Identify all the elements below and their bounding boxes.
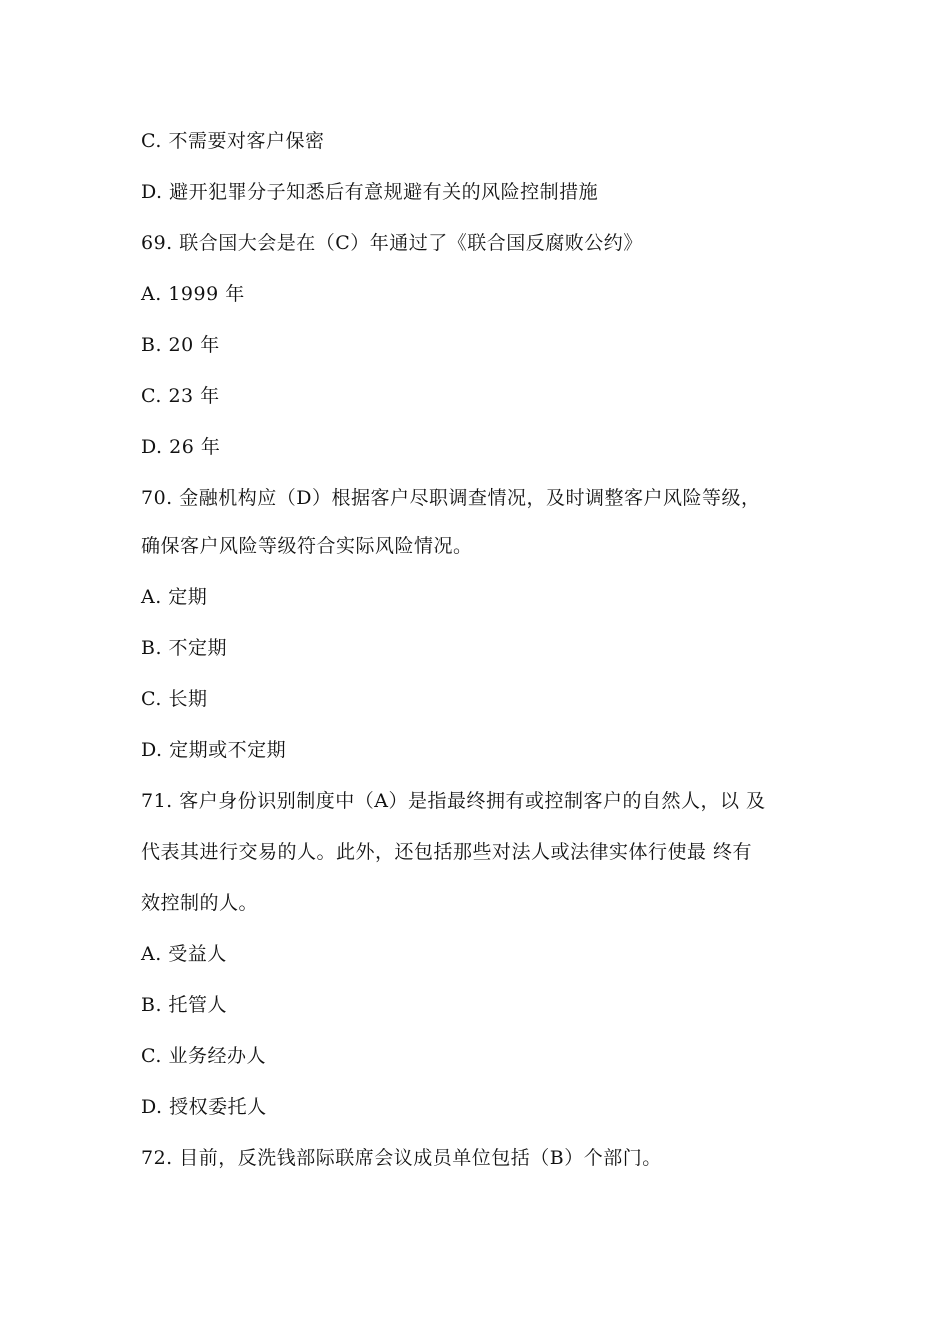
question-72: 72. 目前，反洗钱部际联席会议成员单位包括（B）个部门。 [141,1147,662,1169]
option-c-69: C. 23 年 [141,385,220,407]
question-71-line-3: 效控制的人。 [141,892,259,914]
option-a-71: A. 受益人 [141,943,227,965]
option-c-71: C. 业务经办人 [141,1045,266,1067]
question-70-line-2: 确保客户风险等级符合实际风险情况。 [141,535,473,557]
question-71-line-2: 代表其进行交易的人。此外，还包括那些对法人或法律实体行使最 终有 [141,841,753,863]
option-c-70: C. 长期 [141,688,208,710]
option-c-68: C. 不需要对客户保密 [141,130,325,152]
option-d-69: D. 26 年 [141,436,221,458]
question-70-line-1: 70. 金融机构应（D）根据客户尽职调查情况，及时调整客户风险等级， [141,487,761,509]
option-d-70: D. 定期或不定期 [141,739,287,761]
option-d-71: D. 授权委托人 [141,1096,267,1118]
question-71-line-1: 71. 客户身份识别制度中（A）是指最终拥有或控制客户的自然人，以 及 [141,790,766,812]
option-a-70: A. 定期 [141,586,208,608]
question-69: 69. 联合国大会是在（C）年通过了《联合国反腐败公约》 [141,232,643,254]
option-a-69: A. 1999 年 [141,283,245,305]
option-b-71: B. 托管人 [141,994,228,1016]
option-b-70: B. 不定期 [141,637,228,659]
option-b-69: B. 20 年 [141,334,220,356]
option-d-68: D. 避开犯罪分子知悉后有意规避有关的风险控制措施 [141,181,599,203]
